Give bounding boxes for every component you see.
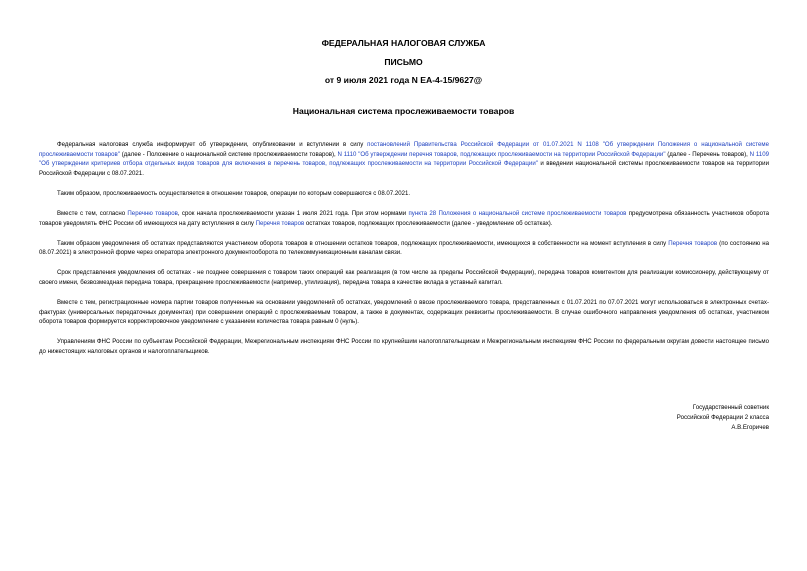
link-clause-28[interactable]: пункта 28 Положения о национальной системе прослеживаемости товаров <box>408 209 627 217</box>
paragraph-3: Вместе с тем, согласно Перечню товаров, срок начала прослеживаемости указан 1 июля 2021 года. При этом нормами пункта 28 Положения о национальной системе прослеживаемости товаров предусмотрена обязанность участников оборота товаров уведомлять ФНС России об имеющихся на дату вступления в силу Перечня товаров остатках товаров, подлежащих прослеживаемости (далее - уведомление об остатках). <box>39 209 769 227</box>
agency-name: ФЕДЕРАЛЬНАЯ НАЛОГОВАЯ СЛУЖБА <box>321 38 486 48</box>
signature-block <box>677 403 769 433</box>
signature-title-2: Российской Федерации 2 класса <box>676 414 769 421</box>
link-resolution-1110[interactable]: N 1110 "Об утверждении перечня товаров, подлежащих прослеживаемости на территории Российской Федерации" <box>337 150 666 158</box>
paragraph-4: Таким образом уведомления об остатках представляются участником оборота товаров в отношении остатков товаров, подлежащих прослеживаемости, имеющихся в собственности на момент вступления в силу Перечня товаров (по состоянию на 08.07.2021) в электронной форме через оператора электронного документооборота по телекоммуникационным каналам связи. <box>39 239 769 257</box>
link-resolution-1108[interactable]: постановлений Правительства Российской Федерации от 01.07.2021 N 1108 "Об утверждении Положения о национальной системе прослеживаемости товаров" <box>39 141 769 158</box>
link-resolution-1109[interactable]: N 1109 "Об утверждении критериев отбора отдельных видов товаров для включения в перечень товаров, подлежащих прослеживаемости на территории Российской Федерации" <box>39 150 769 168</box>
link-goods-list-3[interactable]: Перечня товаров <box>668 239 718 247</box>
paragraph-1: Федеральная налоговая служба информирует об утверждении, опубликовании и вступлении в силу постановлений Правительства Российской Федерации от 01.07.2021 N 1108 "Об утверждении Положения о национальной системе прослеживаемости товаров" (далее - Положение о национальной системе прослеживаемости товаров), N 1110 "Об утверждении перечня товаров, подлежащих прослеживаемости на территории Российской Федерации" (далее - Перечень товаров), N 1109 "Об утверждении критериев отбора отдельных видов товаров для включения в перечень товаров, подлежащих прослеживаемости на территории Российской Федерации" и введении национальной системы прослеживаемости товаров на территории Российской Федерации с 08.07.2021. <box>39 141 769 177</box>
document-title: Национальная система прослеживаемости товаров <box>292 106 515 116</box>
paragraph-2: Таким образом, прослеживаемость осуществляется в отношении товаров, операции по которым совершаются с 08.07.2021. <box>57 189 411 197</box>
paragraph-6: Вместе с тем, регистрационные номера партии товаров полученные на основании уведомлений об остатках, уведомлений о ввозе прослеживаемого товара, представленных с 01.07.2021 по 07.07.2021 могут использоваться в электронных счетах-фактурах (универсальных передаточных документах) при совершении операций с прослеживаемым товаром, а также в документах, содержащих реквизиты прослеживаемости. В случае ошибочного направления уведомления об остатках, участником оборота товаров формируется корректировочное уведомление с указанием количества товара равным 0 (нуль). <box>39 299 769 326</box>
document-body <box>39 140 769 367</box>
paragraph-7: Управлениям ФНС России по субъектам Российской Федерации, Межрегиональным инспекциям ФНС России по крупнейшим налогоплательщикам и Межрегиональным инспекциям ФНС России по федеральным округам довести настоящее письмо до нижестоящих налоговых органов и налогоплательщиков. <box>39 338 769 355</box>
link-goods-list[interactable]: Перечню товаров <box>127 209 178 217</box>
paragraph-5: Срок представления уведомления об остатках - не позднее совершения с товаром таких операций как реализация (в том числе за пределы Российской Федерации), передача товаров комитентом для реализации комиссионеру, действующему от своего имени, безвозмездная передача товара, прекращение прослеживаемости (например, утилизация), передача товара в качестве вклада в уставный капитал. <box>39 269 769 286</box>
document-type: ПИСЬМО <box>384 57 423 67</box>
signature-title-1: Государственный советник <box>692 404 769 411</box>
document-date-number: от 9 июля 2021 года N ЕА-4-15/9627@ <box>324 75 483 85</box>
link-goods-list-2[interactable]: Перечня товаров <box>255 219 305 227</box>
signature-name: А.В.Егоричев <box>731 424 769 431</box>
